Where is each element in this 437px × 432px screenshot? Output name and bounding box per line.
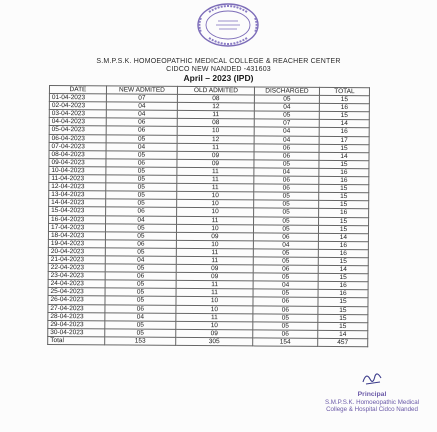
cell-new-admited: 04 xyxy=(106,102,177,111)
cell-total: 16 xyxy=(319,128,369,136)
cell-new-admited: 04 xyxy=(106,110,177,119)
cell-total: 15 xyxy=(319,201,369,209)
cell-new-admited: 05 xyxy=(106,183,177,192)
cell-new-admited: 05 xyxy=(105,296,176,305)
cell-discharged: 05 xyxy=(254,95,319,104)
cell-discharged: 04 xyxy=(254,135,319,144)
cell-discharged: 05 xyxy=(253,322,318,331)
cell-date: 27-04-2023 xyxy=(48,304,105,312)
total-total: 457 xyxy=(318,338,368,346)
table-total-row xyxy=(48,336,368,346)
cell-new-admited: 05 xyxy=(105,280,176,289)
cell-total: 16 xyxy=(319,209,369,217)
cell-date: 28-04-2023 xyxy=(48,312,105,320)
cell-new-admited: 06 xyxy=(106,159,177,168)
cell-date: 29-04-2023 xyxy=(48,320,105,328)
cell-date: 08-04-2023 xyxy=(49,150,106,158)
cell-date: 11-04-2023 xyxy=(49,175,106,183)
cell-new-admited: 06 xyxy=(106,126,177,135)
cell-date: 10-04-2023 xyxy=(49,166,106,174)
cell-date: 03-04-2023 xyxy=(49,110,106,118)
cell-new-admited: 05 xyxy=(105,329,176,338)
cell-discharged: 05 xyxy=(253,225,318,234)
table-body xyxy=(48,94,370,347)
cell-total: 15 xyxy=(319,95,369,103)
report-title: April – 2023 (IPD) xyxy=(183,73,254,83)
cell-old-admited: 10 xyxy=(176,305,253,314)
cell-total: 15 xyxy=(318,298,368,306)
cell-discharged: 05 xyxy=(253,249,318,258)
cell-new-admited: 06 xyxy=(105,304,176,313)
cell-date: 06-04-2023 xyxy=(49,134,106,142)
cell-discharged: 05 xyxy=(254,200,319,209)
cell-discharged: 05 xyxy=(253,273,318,282)
cell-old-admited: 09 xyxy=(176,273,253,282)
cell-total: 14 xyxy=(319,152,369,160)
col-header-old-admited: OLD ADMITED xyxy=(177,86,254,95)
cell-old-admited: 10 xyxy=(176,321,253,330)
cell-discharged: 05 xyxy=(254,208,319,217)
cell-discharged: 04 xyxy=(254,168,319,177)
cell-total: 14 xyxy=(318,233,368,241)
cell-total: 14 xyxy=(319,120,369,128)
col-header-new-admited: NEW ADMITED xyxy=(106,86,177,95)
cell-total: 16 xyxy=(318,290,368,298)
cell-old-admited: 10 xyxy=(177,192,254,201)
cell-total: 15 xyxy=(319,160,369,168)
cell-total: 15 xyxy=(319,217,369,225)
cell-date: 07-04-2023 xyxy=(49,142,106,150)
cell-date: 22-04-2023 xyxy=(48,264,105,272)
cell-date: 17-04-2023 xyxy=(48,223,105,231)
cell-old-admited: 10 xyxy=(177,127,254,136)
cell-new-admited: 04 xyxy=(106,215,177,224)
cell-date: 02-04-2023 xyxy=(49,102,106,110)
cell-discharged: 06 xyxy=(254,184,319,193)
cell-date: 26-04-2023 xyxy=(48,296,105,304)
cell-date: 21-04-2023 xyxy=(48,255,105,263)
cell-discharged: 06 xyxy=(254,152,319,161)
signature-title: Principal xyxy=(357,391,387,398)
cell-old-admited: 09 xyxy=(177,151,254,160)
cell-old-admited: 09 xyxy=(177,159,254,168)
cell-discharged: 05 xyxy=(254,160,319,169)
total-label: Total xyxy=(48,336,105,344)
cell-date: 13-04-2023 xyxy=(49,191,106,199)
cell-discharged: 06 xyxy=(253,297,318,306)
cell-old-admited: 11 xyxy=(177,175,254,184)
cell-total: 15 xyxy=(319,185,369,193)
col-header-date: DATE xyxy=(49,86,106,94)
cell-new-admited: 05 xyxy=(105,223,176,232)
cell-discharged: 05 xyxy=(254,111,319,120)
cell-date: 18-04-2023 xyxy=(48,231,105,239)
cell-old-admited: 11 xyxy=(176,289,253,298)
cell-new-admited: 06 xyxy=(106,207,177,216)
cell-date: 30-04-2023 xyxy=(48,328,105,336)
cell-discharged: 05 xyxy=(253,289,318,298)
cell-discharged: 04 xyxy=(253,281,318,290)
col-header-discharged: DISCHARGED xyxy=(254,87,319,96)
cell-discharged: 06 xyxy=(254,176,319,185)
cell-old-admited: 10 xyxy=(177,208,254,217)
cell-new-admited: 04 xyxy=(106,143,177,152)
cell-discharged: 05 xyxy=(253,314,318,323)
cell-total: 16 xyxy=(319,104,369,112)
cell-old-admited: 12 xyxy=(177,103,254,112)
cell-discharged: 05 xyxy=(253,257,318,266)
cell-old-admited: 11 xyxy=(177,143,254,152)
cell-new-admited: 05 xyxy=(106,134,177,143)
cell-new-admited: 05 xyxy=(105,321,176,330)
signature-line-1: S.M.P.S.K. Homoeopathic Medical xyxy=(324,399,420,406)
cell-date: 09-04-2023 xyxy=(49,158,106,166)
total-old-admited: 305 xyxy=(176,337,253,346)
cell-discharged: 06 xyxy=(253,330,318,339)
institution-address: CIDCO NEW NANDED -431603 xyxy=(166,66,271,73)
cell-total: 15 xyxy=(318,257,368,265)
cell-date: 14-04-2023 xyxy=(49,199,106,207)
ipd-attendance-table xyxy=(47,85,370,347)
cell-date: 24-04-2023 xyxy=(48,280,105,288)
cell-new-admited: 05 xyxy=(105,232,176,241)
signature-line-2: College & Hospital Cidco Nanded xyxy=(326,406,418,413)
cell-total: 17 xyxy=(319,136,369,144)
cell-new-admited: 06 xyxy=(105,240,176,249)
cell-total: 16 xyxy=(319,176,369,184)
cell-new-admited: 06 xyxy=(106,118,177,127)
cell-new-admited: 05 xyxy=(105,288,176,297)
cell-old-admited: 10 xyxy=(176,240,253,249)
cell-new-admited: 05 xyxy=(106,175,177,184)
cell-discharged: 06 xyxy=(253,305,318,314)
cell-old-admited: 09 xyxy=(176,329,253,338)
cell-date: 23-04-2023 xyxy=(48,272,105,280)
cell-new-admited: 07 xyxy=(106,94,177,103)
cell-old-admited: 11 xyxy=(177,184,254,193)
cell-total: 16 xyxy=(318,249,368,257)
cell-total: 16 xyxy=(318,282,368,290)
cell-old-admited: 10 xyxy=(176,297,253,306)
cell-discharged: 06 xyxy=(254,144,319,153)
cell-old-admited: 10 xyxy=(176,224,253,233)
cell-total: 15 xyxy=(319,144,369,152)
cell-old-admited: 11 xyxy=(177,216,254,225)
cell-old-admited: 11 xyxy=(177,167,254,176)
cell-discharged: 04 xyxy=(254,103,319,112)
cell-total: 15 xyxy=(318,306,368,314)
cell-new-admited: 05 xyxy=(106,167,177,176)
cell-old-admited: 08 xyxy=(177,94,254,103)
total-discharged: 154 xyxy=(253,338,318,347)
cell-discharged: 06 xyxy=(253,233,318,242)
col-header-total: TOTAL xyxy=(319,87,369,95)
cell-total: 16 xyxy=(318,241,368,249)
cell-total: 16 xyxy=(319,168,369,176)
cell-total: 15 xyxy=(319,193,369,201)
cell-discharged: 04 xyxy=(254,127,319,136)
cell-old-admited: 10 xyxy=(177,200,254,209)
cell-discharged: 04 xyxy=(253,241,318,250)
cell-old-admited: 08 xyxy=(177,119,254,128)
cell-total: 15 xyxy=(318,314,368,322)
cell-date: 15-04-2023 xyxy=(49,207,106,215)
cell-old-admited: 11 xyxy=(176,281,253,290)
cell-date: 01-04-2023 xyxy=(49,94,106,102)
principal-signature xyxy=(360,370,384,388)
cell-old-admited: 11 xyxy=(177,111,254,120)
cell-discharged: 05 xyxy=(254,216,319,225)
cell-old-admited: 11 xyxy=(176,256,253,265)
cell-new-admited: 05 xyxy=(105,248,176,257)
institution-name: S.M.P.S.K. HOMOEOPATHIC MEDICAL COLLEGE & REACHER CENTER xyxy=(96,58,341,65)
cell-discharged: 05 xyxy=(254,192,319,201)
cell-old-admited: 12 xyxy=(177,135,254,144)
cell-total: 15 xyxy=(318,274,368,282)
cell-new-admited: 04 xyxy=(105,256,176,265)
cell-total: 14 xyxy=(318,265,368,273)
cell-date: 16-04-2023 xyxy=(49,215,106,223)
cell-old-admited: 11 xyxy=(176,313,253,322)
cell-discharged: 06 xyxy=(253,265,318,274)
cell-new-admited: 04 xyxy=(105,313,176,322)
cell-date: 05-04-2023 xyxy=(49,126,106,134)
cell-date: 19-04-2023 xyxy=(48,239,105,247)
cell-discharged: 07 xyxy=(254,119,319,128)
cell-new-admited: 05 xyxy=(106,191,177,200)
total-new-admited: 153 xyxy=(105,337,176,346)
cell-old-admited: 11 xyxy=(176,248,253,257)
college-seal-stamp xyxy=(185,2,271,50)
cell-total: 14 xyxy=(318,330,368,338)
cell-date: 04-04-2023 xyxy=(49,118,106,126)
cell-total: 15 xyxy=(318,322,368,330)
cell-old-admited: 09 xyxy=(176,232,253,241)
cell-new-admited: 05 xyxy=(106,151,177,160)
cell-new-admited: 05 xyxy=(105,264,176,273)
cell-date: 12-04-2023 xyxy=(49,183,106,191)
cell-old-admited: 09 xyxy=(176,264,253,273)
cell-date: 20-04-2023 xyxy=(48,247,105,255)
cell-total: 15 xyxy=(319,112,369,120)
cell-new-admited: 06 xyxy=(105,272,176,281)
cell-new-admited: 05 xyxy=(106,199,177,208)
cell-total: 15 xyxy=(318,225,368,233)
cell-date: 25-04-2023 xyxy=(48,288,105,296)
